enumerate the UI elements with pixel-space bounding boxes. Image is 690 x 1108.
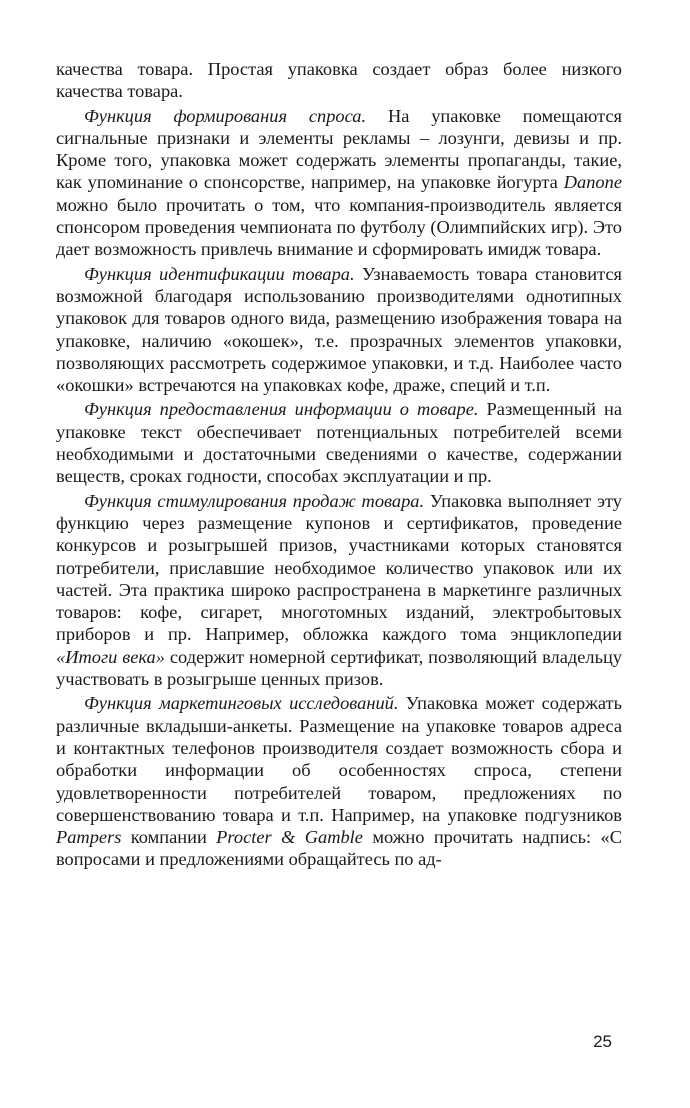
paragraph — [56, 398, 622, 487]
paragraph — [56, 105, 622, 261]
paragraph — [56, 692, 622, 870]
paragraph-heading: Функция стимулирования продаж товара. — [84, 490, 425, 511]
paragraph-heading: Функция идентификации товара. — [84, 263, 355, 284]
paragraph-text: можно было прочитать о том, что компания-производитель является спонсором проведения чемпионата по футболу (Олимпийских игр). Это дает возможность привлечь внимание и сформировать имидж товара. — [56, 194, 622, 260]
paragraph-heading: Функция формирования спроса. — [84, 105, 367, 126]
paragraph-text: На упаковке помещаются сигнальные признаки и элементы рекламы – лозунги, девизы и пр. Кроме того, упаковка может содержать элементы пропаганды, такие, как упоминание о спонсорстве, например, на упаковке йогурта — [56, 105, 622, 193]
page-number: 25 — [593, 1032, 612, 1051]
italic-name: «Итоги века» — [56, 646, 165, 667]
paragraph-heading: Функция маркетинговых исследований. — [84, 693, 399, 714]
paragraph-text: можно прочитать надпись: «С вопросами и предложениями обращайтесь по ад- — [56, 827, 622, 870]
page-body — [56, 58, 622, 873]
italic-name: Danone — [563, 172, 622, 193]
italic-name: Pampers — [56, 827, 122, 848]
italic-name: Procter & Gamble — [216, 827, 363, 848]
paragraph-heading: Функция предоставления информации о товаре. — [84, 399, 479, 420]
paragraph-text: содержит номерной сертификат, позволяющий владельцу участвовать в розыгрыше ценных призов. — [56, 646, 622, 690]
paragraph-text: Узнаваемость товара становится возможной благодаря использованию производителями однотипных упаковок для товаров одного вида, размещению изображения товара на упаковке, наличию «окошек», т.е. прозрачных элементов упаковки, позволяющих рассмотреть содержимое упаковки, и т.д. Наиболее часто «окошки» встречаются на упаковках кофе, драже, специй и т.п. — [56, 263, 622, 396]
paragraph-text: Размещенный на упаковке текст обеспечивает потенциальных потребителей всеми необходимыми и достаточными сведениями о качестве, содержании веществ, сроках годности, способах эксплуатации и пр. — [56, 399, 622, 487]
paragraph — [56, 58, 622, 103]
paragraph — [56, 263, 622, 397]
paragraph-text: Упаковка может содержать различные вкладыши-анкеты. Размещение на упаковке товаров адреса и контактных телефонов производителя создает возможность сбора и обработки информации об особенностях спроса, степени удовлетворенности потребителей товаром, предложениях по совершенствованию товара и т.п. Например, на упаковке подгузников — [56, 693, 622, 825]
paragraph-text: компании — [121, 827, 217, 848]
paragraph-text: качества товара. Простая упаковка создает образ более низкого качества товара. — [56, 59, 622, 102]
paragraph-text: Упаковка выполняет эту функцию через размещение купонов и сертификатов, проведение конкурсов и розыгрышей призов, участниками которых становятся потребители, приславшие необходимое количество упаковок или их частей. Эта практика широко распространена в маркетинге различных товаров: кофе, сигарет, многотомных изданий, электробытовых приборов и пр. Например, обложка каждого тома энциклопедии — [56, 490, 622, 645]
paragraph — [56, 490, 622, 691]
